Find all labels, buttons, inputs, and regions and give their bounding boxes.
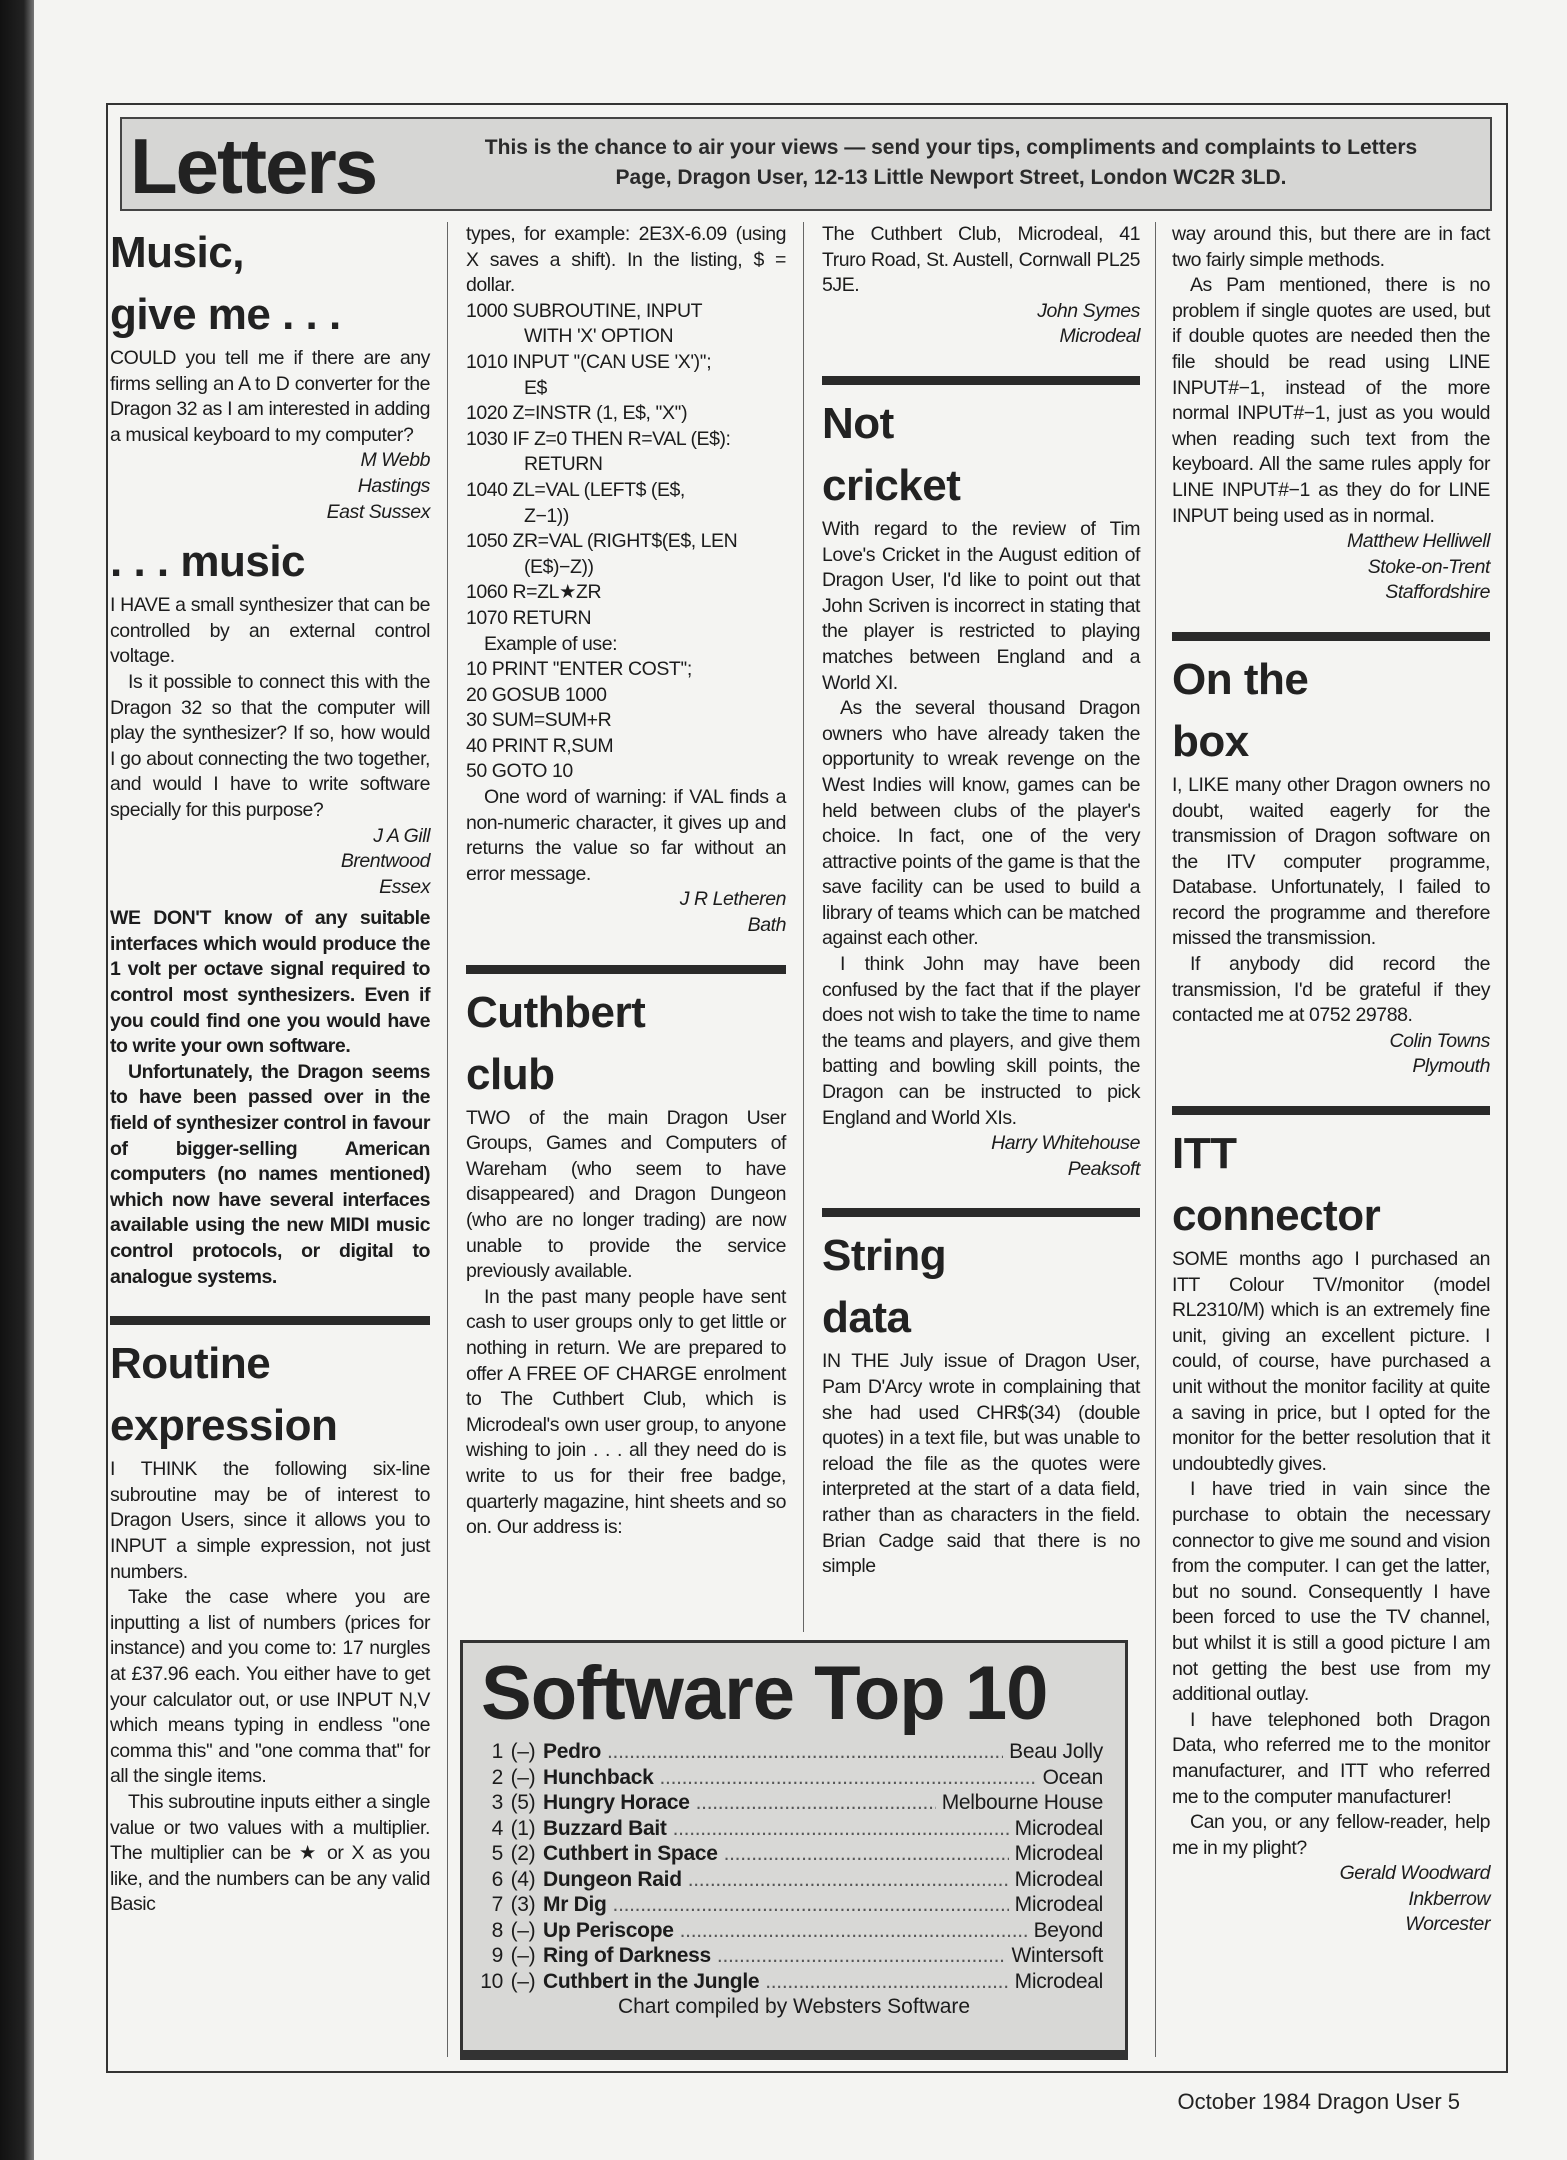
letters-logo: Letters — [130, 122, 377, 210]
code-line: E$ — [524, 376, 547, 399]
letter-paragraph: I THINK the following six-line subroutine may be of interest to Dragon Users, since it allows you to INPUT a simple expression, not just numbers. — [110, 1458, 430, 1583]
publisher: Ocean — [1042, 1765, 1103, 1789]
signature-line: Harry Whitehouse — [991, 1132, 1140, 1155]
letter-heading: give me . . . — [110, 290, 341, 339]
letter-heading: Not — [822, 398, 894, 448]
letter-paragraph: In the past many people have sent cash to user groups only to get little or nothing in return. We are prepared to offer A FREE OF CHARGE enrolment to The Cuthbert Club, which is Microdeal's own user group, to anyone wishing to join . . . all they need do is write to us for their free badge, quarterly magazine, hint sheets and so on. Our address is: — [466, 1285, 786, 1539]
chart-position: 10 — [480, 1969, 503, 1993]
letter-paragraph: I have telephoned both Dragon Data, who referred me to the monitor manufacturer, and ITT who referred me to the computer manufacturer! — [1172, 1708, 1490, 1808]
editor-reply: Unfortunately, the Dragon seems to have been passed over in the field of synthesizer control in favour of bigger-selling American computers (no names mentioned) which now have several interfaces available using the new MIDI music control protocols, or digital to analogue systems. — [110, 1060, 430, 1288]
publisher: Microdeal — [1014, 1867, 1103, 1891]
dot-leader — [696, 1790, 936, 1816]
previous-position: (2) — [510, 1842, 536, 1865]
software-top10-box — [460, 1640, 1128, 2060]
publisher: Wintersoft — [1011, 1944, 1103, 1967]
letter-paragraph: Is it possible to connect this with the Dragon 32 so that the computer will play the synthesizer? If so, how would I go about connecting the two together, and would I have to write software specially for this purpose? — [110, 670, 430, 821]
top10-entry — [477, 1969, 1103, 1995]
code-line: 1020 Z=INSTR (1, E$, ''X'') — [466, 402, 688, 425]
publisher: Melbourne House — [941, 1791, 1103, 1814]
signature-line: Inkberrow — [1408, 1887, 1490, 1910]
letter-signature — [1172, 1861, 1490, 1938]
letter-heading: On the — [1172, 654, 1309, 704]
top10-entry — [477, 1790, 1103, 1816]
letter-heading: expression — [110, 1401, 338, 1451]
dot-leader — [688, 1867, 1009, 1893]
signature-line: Colin Towns — [1389, 1029, 1490, 1052]
code-line: 50 GOTO 10 — [466, 760, 573, 783]
game-title: Up Periscope — [543, 1918, 674, 1942]
publisher: Microdeal — [1014, 1842, 1103, 1865]
letter-paragraph: With regard to the review of Tim Love's Cricket in the August edition of Dragon User, I'd like to point out that John Scriven is incorrect in stating that the player is restricted to playing matches between England and a World XI. — [822, 517, 1140, 694]
dot-leader — [607, 1739, 1003, 1765]
editor-reply: WE DON'T know of any suitable interfaces which would produce the 1 volt per octave signal required to control most synthesizers. Even if you could find one you would have to write your own software. — [110, 907, 430, 1058]
game-title: Dungeon Raid — [543, 1867, 682, 1891]
letter-heading: Cuthbert — [466, 987, 646, 1037]
letter-signature — [1172, 1029, 1490, 1080]
section-rule — [466, 965, 786, 974]
publisher: Beau Jolly — [1009, 1740, 1103, 1763]
column-divider — [447, 222, 448, 2057]
top10-entry — [477, 1841, 1103, 1867]
signature-line: Brentwood — [340, 850, 430, 873]
game-title: Ring of Darkness — [543, 1944, 711, 1967]
letter-paragraph: Take the case where you are inputting a list of numbers (prices for instance) and you come to: 17 nurgles at £37.96 each. You either have to get your calculator out, or use INPUT N,V which means typing in endless ''one comma this'' and ''one comma that'' for all the single items. — [110, 1586, 430, 1788]
letter-heading: String — [822, 1231, 947, 1281]
section-rule — [822, 376, 1140, 385]
letter-paragraph: I, LIKE many other Dragon owners no doubt, waited eagerly for the transmission of Dragon software on the ITV computer programme, Database. Unfortunately, I failed to record the programme and therefore missed the transmission. — [1172, 773, 1490, 950]
publisher: Beyond — [1033, 1918, 1103, 1942]
letter-paragraph: I think John may have been confused by the fact that if the player does not wish to take the time to name the teams and players, and give them batting and bowling skill points, the Dragon can be instructed to pick England and World XIs. — [822, 953, 1140, 1129]
letter-paragraph: types, for example: 2E3X-6.09 (using X saves a shift). In the listing, $ = dollar. — [466, 223, 786, 297]
previous-position: (3) — [510, 1893, 536, 1916]
letter-heading: club — [466, 1049, 555, 1099]
chart-position: 7 — [491, 1893, 503, 1916]
letter-heading: data — [822, 1293, 911, 1343]
code-line: RETURN — [524, 453, 603, 476]
code-line: 1010 INPUT ''(CAN USE 'X')''; — [466, 350, 712, 373]
letter-heading: connector — [1172, 1191, 1381, 1241]
game-title: Hunchback — [543, 1765, 654, 1789]
letter-signature — [822, 299, 1140, 350]
top10-title: Software Top 10 — [481, 1651, 1048, 1736]
chart-position: 8 — [491, 1918, 503, 1942]
top10-entry — [477, 1739, 1103, 1765]
dot-leader — [660, 1765, 1037, 1791]
code-line: WITH 'X' OPTION — [524, 325, 674, 348]
previous-position: (4) — [510, 1867, 536, 1891]
column-2 — [466, 222, 786, 1541]
previous-position: (1) — [510, 1816, 536, 1840]
letter-signature — [822, 1131, 1140, 1182]
column-divider — [803, 222, 804, 1632]
signature-line: J R Letheren — [679, 888, 786, 911]
top10-credit: Chart compiled by Websters Software — [617, 1995, 971, 2018]
code-line: 1050 ZR=VAL (RIGHT$(E$, LEN — [466, 530, 738, 553]
previous-position: (5) — [510, 1791, 536, 1814]
code-line: 10 PRINT ''ENTER COST''; — [466, 658, 692, 681]
letter-paragraph: SOME months ago I purchased an ITT Colour TV/monitor (model RL2310/M) which is an extremely fine unit, giving an excellent picture. I could, of course, have purchased a unit without the monitor facility at quite a saving in price, but I opted for the monitor for the better resolution that it undoubtedly gives. — [1172, 1248, 1490, 1475]
code-line: 1060 R=ZL★ZR — [466, 581, 602, 604]
chart-position: 3 — [491, 1791, 503, 1814]
game-title: Buzzard Bait — [543, 1816, 667, 1840]
previous-position: (–) — [510, 1740, 536, 1763]
previous-position: (–) — [510, 1969, 536, 1993]
top10-entry — [477, 1765, 1103, 1791]
signature-line: Gerald Woodward — [1339, 1862, 1490, 1885]
basic-listing — [466, 299, 786, 785]
letter-paragraph: If anybody did record the transmission, I'd be grateful if they contacted me at 0752 29788. — [1172, 953, 1490, 1027]
dot-leader — [680, 1918, 1028, 1944]
code-line: 1000 SUBROUTINE, INPUT — [466, 299, 703, 322]
code-line: 40 PRINT R,SUM — [466, 734, 614, 757]
top10-entry — [477, 1892, 1103, 1918]
letter-paragraph: This subroutine inputs either a single value or two values with a multiplier. The multiplier can be ★ or X as you like, and the numbers can be any valid Basic — [110, 1790, 430, 1916]
letter-paragraph: TWO of the main Dragon User Groups, Games and Computers of Wareham (who seem to have disappeared) and Dragon Dungeon (who are no longer trading) are now unable to provide the service previously available. — [466, 1106, 786, 1283]
letter-heading: . . . music — [110, 537, 306, 587]
scan-edge-shadow — [0, 0, 34, 2160]
previous-position: (–) — [510, 1918, 536, 1942]
chart-position: 1 — [491, 1740, 503, 1763]
signature-line: Essex — [379, 875, 430, 898]
signature-line: J A Gill — [373, 824, 430, 847]
signature-line: East Sussex — [326, 500, 430, 523]
signature-line: Microdeal — [1059, 325, 1140, 348]
code-line: 20 GOSUB 1000 — [466, 683, 607, 706]
signature-line: Worcester — [1405, 1913, 1490, 1936]
section-rule — [1172, 632, 1490, 641]
letter-paragraph: IN THE July issue of Dragon User, Pam D'Arcy wrote in complaining that she had used CHR$(34) (double quotes) in a text file, but was unable to reload the file as the quotes were interpreted at the start of a data field, rather than as characters in the field. Brian Cadge said that there is no simple — [822, 1350, 1140, 1578]
publisher: Microdeal — [1014, 1816, 1103, 1840]
column-1 — [110, 222, 430, 1918]
letter-paragraph: The Cuthbert Club, Microdeal, 41 Truro Road, St. Austell, Cornwall PL25 5JE. — [822, 223, 1140, 297]
letter-paragraph: COULD you tell me if there are any firms selling an A to D converter for the Dragon 32 as I am interested in adding a musical keyboard to my computer? — [110, 347, 430, 446]
chart-position: 5 — [491, 1842, 503, 1865]
signature-line: Peaksoft — [1067, 1157, 1140, 1180]
letter-heading: ITT — [1172, 1129, 1237, 1179]
column-3 — [822, 222, 1140, 1580]
letter-heading: Music, — [110, 228, 244, 277]
section-rule — [1172, 1106, 1490, 1115]
game-title: Cuthbert in Space — [543, 1842, 718, 1865]
letter-paragraph: Can you, or any fellow-reader, help me in my plight? — [1172, 1811, 1490, 1859]
signature-line: Hastings — [357, 474, 430, 497]
game-title: Mr Dig — [543, 1893, 607, 1916]
letter-heading: Routine — [110, 1339, 271, 1389]
top10-entry — [477, 1816, 1103, 1842]
letter-heading: cricket — [822, 460, 961, 510]
page-footer: October 1984 Dragon User 5 — [1177, 2089, 1460, 2114]
code-line: (E$)−Z)) — [524, 555, 594, 578]
previous-position: (–) — [510, 1944, 536, 1967]
letter-paragraph: One word of warning: if VAL finds a non-numeric character, it gives up and returns the value so far without an error message. — [466, 786, 786, 885]
dot-leader — [673, 1816, 1009, 1842]
code-line: 1070 RETURN — [466, 606, 592, 629]
game-title: Cuthbert in the Jungle — [543, 1969, 760, 1993]
chart-position: 2 — [491, 1765, 503, 1789]
previous-position: (–) — [510, 1765, 536, 1789]
letters-intro: This is the chance to air your views — send your tips, compliments and complaints to Letters Page, Dragon User, 12-13 Little Newport Street, London WC2R 3LD. — [484, 136, 1418, 189]
top10-entry — [477, 1943, 1103, 1969]
letter-heading: box — [1172, 716, 1249, 766]
section-rule — [822, 1208, 1140, 1217]
signature-line: John Symes — [1037, 299, 1140, 322]
letter-paragraph: way around this, but there are in fact two fairly simple methods. — [1172, 223, 1490, 271]
top10-entry — [477, 1918, 1103, 1944]
code-line: 1030 IF Z=0 THEN R=VAL (E$): — [466, 427, 731, 450]
game-title: Pedro — [543, 1740, 602, 1763]
code-line: 1040 ZL=VAL (LEFT$ (E$, — [466, 478, 685, 501]
signature-line: Matthew Helliwell — [1347, 530, 1490, 553]
letter-signature — [466, 887, 786, 938]
signature-line: Stoke-on-Trent — [1367, 555, 1490, 578]
chart-position: 4 — [491, 1816, 503, 1840]
dot-leader — [717, 1943, 1006, 1969]
code-line: 30 SUM=SUM+R — [466, 709, 612, 732]
letter-paragraph: I have tried in vain since the purchase to obtain the necessary connector to give me sound and vision from the computer. I can get the latter, but no sound. Consequently I have been forced to use the TV channel, but whilst it is still a good picture I am not getting the best use from my additional outlay. — [1172, 1478, 1490, 1706]
code-line: Z−1)) — [524, 504, 569, 527]
letter-paragraph: I HAVE a small synthesizer that can be controlled by an external control voltage. — [110, 594, 430, 668]
signature-line: Staffordshire — [1385, 581, 1490, 604]
code-line: Example of use: — [484, 632, 618, 655]
letter-paragraph: As Pam mentioned, there is no problem if single quotes are used, but if double quotes are needed then the file should be read using LINE INPUT#−1, instead of the more normal INPUT#−1, just as you would when reading such text from the keyboard. All the same rules apply for LINE INPUT#−1 as they do for LINE INPUT being used as in normal. — [1172, 274, 1490, 527]
top10-entry — [477, 1867, 1103, 1893]
dot-leader — [724, 1841, 1009, 1867]
dot-leader — [613, 1892, 1009, 1918]
signature-line: M Webb — [360, 449, 430, 472]
column-4 — [1172, 222, 1490, 1944]
letter-paragraph: As the several thousand Dragon owners who have already taken the opportunity to wreak revenge on the West Indies will know, games can be held between clubs of the player's choice. In fact, one of the very attractive points of the game is that the save facility can be used to build a library of teams which can be matched against each other. — [822, 697, 1140, 950]
signature-line: Bath — [747, 914, 786, 937]
letter-signature — [110, 448, 430, 525]
publisher: Microdeal — [1014, 1969, 1103, 1993]
chart-position: 6 — [491, 1867, 503, 1891]
dot-leader — [765, 1969, 1008, 1995]
column-divider — [1155, 222, 1156, 2057]
letter-signature — [110, 824, 430, 901]
section-rule — [110, 1316, 430, 1325]
publisher: Microdeal — [1014, 1893, 1103, 1916]
letters-header — [120, 117, 1492, 211]
chart-position: 9 — [491, 1944, 503, 1967]
game-title: Hungry Horace — [543, 1791, 690, 1814]
letter-signature — [1172, 529, 1490, 606]
signature-line: Plymouth — [1412, 1055, 1490, 1078]
